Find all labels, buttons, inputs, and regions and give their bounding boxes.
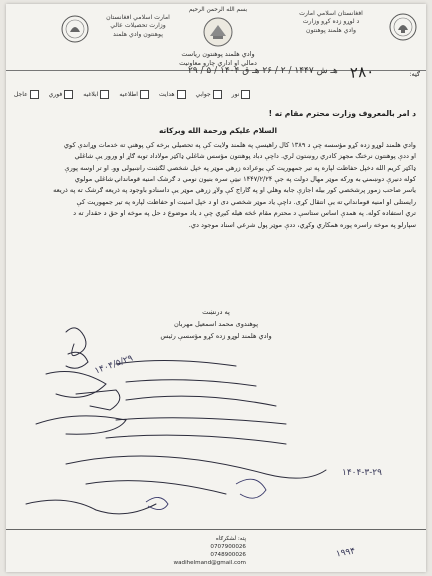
category-immediate: [49, 90, 74, 99]
category-notice: [83, 90, 109, 99]
closing: په درنښت: [202, 308, 230, 316]
checkbox: [140, 90, 149, 99]
category-label: جوابي: [195, 90, 211, 98]
checkbox: [213, 90, 222, 99]
letter-date: ۲۹ / ۵ / ۱۴۰۴ هـ ش ۱۴۴۷ / ۲ / ۲۶ هـ ق: [188, 66, 338, 76]
header-right-line-1: افغانستان اسلامي امارت: [299, 10, 363, 17]
greeting: السلام علیکم ورحمة الله وبرکاته: [158, 126, 278, 136]
header-center-line-3: دمالي او اداري چارو معاونیت: [179, 59, 257, 67]
category-label: فوري: [48, 90, 63, 98]
header-left-line-3: پوهنتون وادي هلمند: [113, 30, 163, 38]
footer-address: پته: لشکرګاه: [215, 536, 246, 542]
category-label: نور: [231, 90, 240, 98]
category-label: هدایت: [158, 90, 175, 98]
body-line: سپارلو په موخه راسره پوره همکاري وکړي، ددې موټر پول شرعي اسناد موجود دي.: [188, 220, 416, 229]
letter-page: [6, 4, 426, 572]
year-mark: ۱۹۹۴: [335, 546, 357, 560]
category-other: [232, 90, 251, 99]
category-urgent: [14, 90, 39, 99]
header-right-line-3: وادي هلمند پوهنتون: [306, 26, 356, 34]
body-line: تري استفاده کوله. په همدې اساس ستاسې د محترم مقام څخه هیله کیږي چې د یاد موضوع د حل په موخه او حق د حقدار ته د: [73, 209, 416, 218]
footer-email: wadihelmand@gmail.com: [173, 560, 246, 566]
university-logo-icon: [202, 16, 234, 48]
checkbox: [100, 90, 109, 99]
footer-phone-1: 0707900026: [210, 544, 246, 550]
header-left: [88, 14, 188, 39]
category-announcement: [119, 90, 149, 99]
header-right: [276, 10, 386, 35]
bismillah: بسم الله الرحمن الرحیم: [188, 7, 248, 13]
handwritten-annotations: [6, 324, 426, 524]
category-label: عاجل: [14, 90, 28, 98]
footer-phone-2: 0748900026: [210, 552, 246, 558]
signer-name: پوهندوی محمد اسمعیل مهربان: [173, 320, 259, 328]
letter-body: [20, 108, 416, 231]
letter-number: ۲۸۰: [349, 62, 375, 82]
category-instruction: [159, 90, 186, 99]
letter-footer: [6, 529, 426, 572]
ref-stamp: ۱۴۰۴-۳-۲۹: [342, 468, 382, 478]
emirate-seal-right-icon: [388, 12, 418, 42]
addressee: د امر بالمعروف وزارت محترم مقام ته !: [268, 109, 416, 118]
body-line: کوله دنیرې دوښمنۍ به ورکه موټر مهال دولت په جې ۱۴۴۷/۲/۲۴ نیټې سره بنیون نومي د ګرشک امنیه قوماندانۍ شاغلي مولوي: [74, 175, 416, 184]
header-right-line-2: د لوړو زده کړو وزارت: [302, 18, 360, 26]
body-line: او ددې پوهنتون نرخنګ مجهز کادري روښتون لري. داچې دباد پوهنتون مؤسس شاغلي ډاکټر مولاداد توبه ګاړ او ورور یې شاغلي: [74, 152, 416, 161]
category-row: [14, 88, 418, 100]
checkbox: [177, 90, 186, 99]
header-left-line-1: امارت اسلامي افغانستان: [106, 14, 170, 21]
body-line: وادي هلمند لوړو زده کړو مؤسسه چې د ۱۳۸۹ کال راهیسې په هلمند ولایت کې په تحصیلي برخه کې پوهنې ته خدمات وړاندې کوي: [63, 140, 416, 149]
body-line: رایستلی او امنیه قوماندانۍ ته یې انتقال کړی. داچې یاد موټر شخصي دی او د خپل امنیت او حفاظت لپاره په تیر جمهوریت کې: [76, 197, 416, 206]
category-label: اطلاعیه: [119, 90, 138, 98]
category-label: ابلاغیه: [83, 90, 99, 98]
checkbox: [64, 90, 73, 99]
category-reply: [196, 90, 222, 99]
checkbox: [241, 90, 250, 99]
emirate-seal-left-icon: [60, 14, 90, 44]
date-stamp: ۱۴۰۴/۵/۲۹: [93, 353, 135, 377]
number-label: ګڼه:: [409, 70, 420, 78]
body-line: ډاکټر کریم الله دخپل حفاظت لپاره په تیر جمهوریت کې یوعراده زرهي موټر په خپل شخصي لګښت راښیولی وو. او تر اوسه پورې: [64, 163, 416, 172]
signer-title: وادي هلمند لوړو زده کړو مؤسسې رئیس: [160, 332, 272, 340]
body-line: یاسر صاحب زمور پرشخصي کور بیله اجازې جابه وهلي او په ګاراج کې ولاړ زرهي موټر یې داسنادو باوجود په ذریعه ګرشک ته په ذریعه: [53, 186, 416, 195]
checkbox: [30, 90, 39, 99]
header-left-line-2: وزارت تحصیلات عالي: [110, 22, 166, 30]
header-center-line-2: وادي هلمند پوهنتون ریاست: [181, 49, 255, 58]
